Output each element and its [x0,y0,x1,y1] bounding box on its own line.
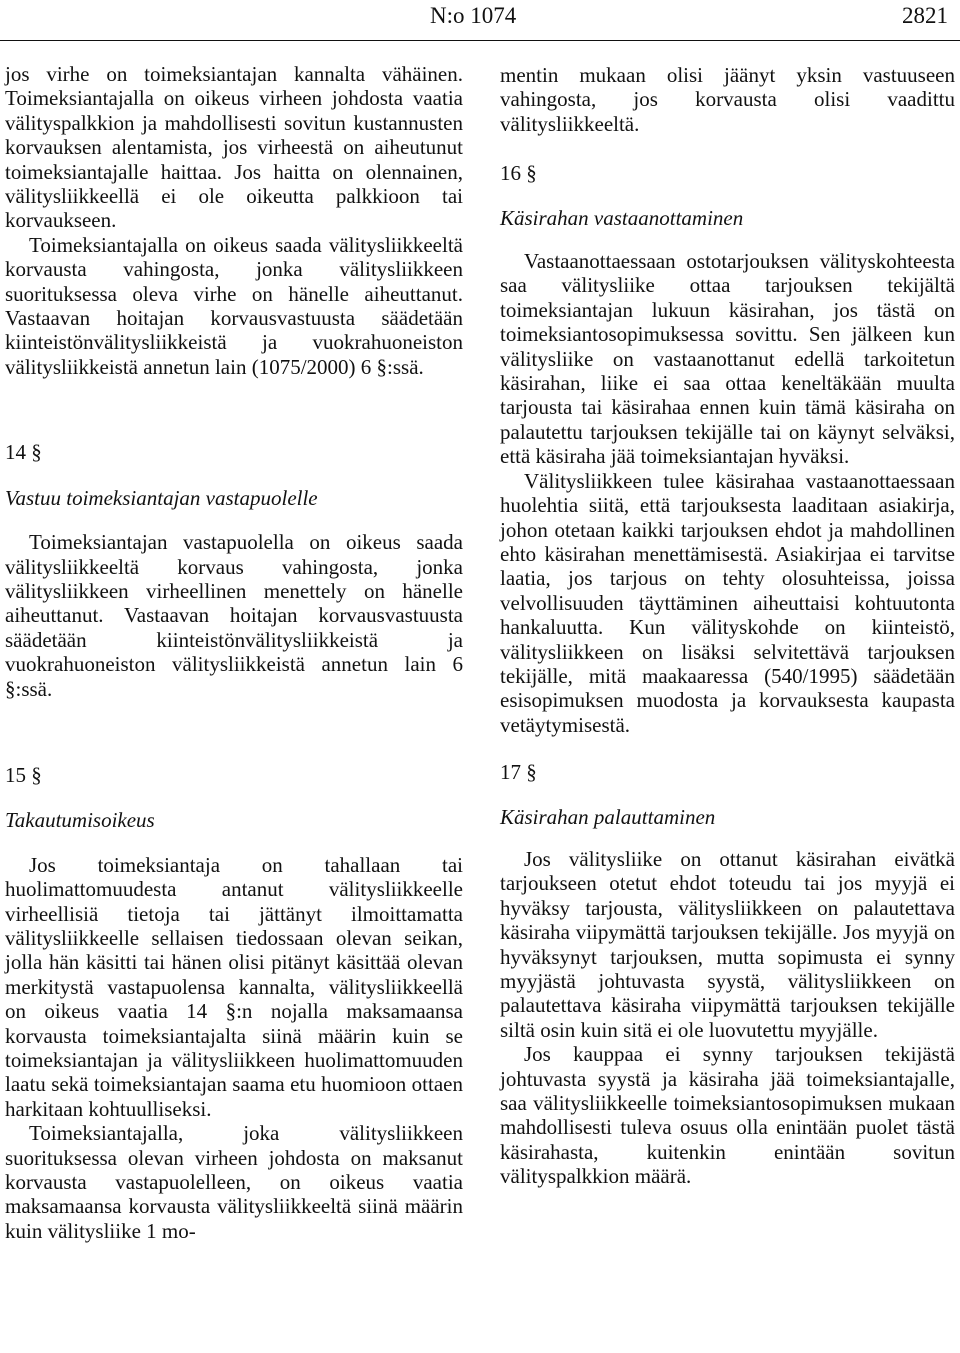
paragraph: Jos kauppaa ei synny tarjouksen tekijästä johtuvasta syystä ja käsiraha jää toimeksiantajalle, saa välitysliikkeelle toimeksiantosopimuksen mukaan mahdollisesti tuleva osuus olla enintään puolet tästä käsirahasta, kuitenkin enintään sovitun välityspalkkion määrä. [500,1042,955,1189]
left-column [5,62,463,1243]
paragraph: Toimeksiantajalla on oikeus saada välitysliikkeeltä korvausta vahingosta, jonka välitysliikkeen suorituksessa oleva virhe on hänelle aiheuttanut. Vastaavan hoitajan korvausvastuusta säädetään kiinteistönvälitysliikkeistä ja vuokrahuoneiston välitysliikkeistä annetun lain (1075/2000) 6 §:ssä. [5,232,463,379]
section-number-15: 15 § [5,762,42,787]
statute-number: N:o 1074 [430,3,517,28]
paragraph: jos virhe on toimeksiantajan kannalta vähäinen. Toimeksiantajalla on oikeus virheen johdosta vaatia välityspalkkion ja mahdollisesti sovitun kustannusten korvauksen alentamista, jos virheestä on aiheutunut toimeksiantajalle haittaa. Jos haitta on olennainen, välitysliikkeellä ei ole oikeutta palkkioon tai korvaukseen. [5,62,463,233]
section-number-17: 17 § [500,760,537,785]
section-title-17: Käsirahan palauttaminen [500,804,716,829]
page-header [0,0,960,41]
paragraph: Välitysliikkeen tulee käsirahaa vastaanottaessaan huolehtia siitä, että tarjouksesta laaditaan asiakirja, johon otetaan kaikki tarjouksen ehdot ja mahdollinen ehto käsirahan menettämisestä. Asiakirjaa ei tarvitse laatia, jos tarjous on tehty olosuhteissa, joissa velvollisuuden täyttäminen aiheuttaisi kohtuutonta hankaluutta. Kun välityskohde on kiinteistö, välitysliikkeen on lisäksi selvitettävä tarjouksen tekijälle, mitä maakaaressa (540/1995) säädetään esisopimuksen muodosta ja korvauksesta kaupasta vetäytymisestä. [500,468,955,737]
section-number-14: 14 § [5,440,42,465]
section-title-16: Käsirahan vastaanottaminen [500,205,744,230]
section-title-15: Takautumisoikeus [5,808,155,833]
page-number: 2821 [902,3,948,28]
right-column [500,63,955,1189]
paragraph: Toimeksiantajan vastapuolella on oikeus saada välitysliikkeeltä korvaus vahingosta, jonka välitysliikkeen virheellinen menettely on hänelle aiheuttanut. Vastaavan hoitajan korvausvastuusta säädetään kiinteistönvälitysliikkeistä ja vuokrahuoneiston välitysliikkeistä annetun lain 6 §:ssä. [5,530,463,701]
paragraph: Jos toimeksiantaja on tahallaan tai huolimattomuudesta antanut välitysliikkeelle virheellisiä tietoja tai jättänyt ilmoittamatta välitysliikkeelle sellaisen tiedossaan olevan seikan, jolla hän käsitti tai hänen olisi pitänyt käsittää olevan merkitystä vastapuolensa kannalta, välitysliikkeellä on oikeus vaatia 14 §:n nojalla maksamaansa korvausta toimeksiantajalta siinä määrin kuin se toimeksiantajan ja välitysliikkeen huolimattomuuden laatu sekä toimeksiantajan saama etu huomioon ottaen harkitaan kohtuulliseksi. [5,852,463,1121]
section-title-14: Vastuu toimeksiantajan vastapuolelle [5,485,318,510]
section-number-16: 16 § [500,161,537,186]
paragraph: Toimeksiantajalla, joka välitysliikkeen suorituksessa olevan virheen johdosta on maksanut korvausta vastapuolelleen, on oikeus vaatia maksamaansa korvausta välitysliikkeeltä siinä määrin kuin välitysliike 1 mo- [5,1121,463,1243]
paragraph: Jos välitysliike on ottanut käsirahan eivätkä tarjoukseen otetut ehdot toteudu tai jos myyjä ei hyväksy tarjousta, välitysliikkeen on palautettava käsiraha viipymättä tarjouksen tekijälle. Jos myyjä on hyväksynyt tarjouksen, mutta sopimusta ei synny myyjästä johtuvasta syystä, välitysliikkeen on palautettava käsiraha viipymättä tarjouksen tekijälle siltä osin kuin sitä ei ole luovutettu myyjälle. [500,846,955,1042]
paragraph: Vastaanottaessaan ostotarjouksen välityskohteesta saa välitysliike ottaa tarjouksen tekijältä toimeksiantajan lukuun käsirahan, jos tästä on toimeksiantosopimuksessa sovittu. Sen jälkeen kun välitysliike on vastaanottanut edellä tarkoitetun käsirahan, liike ei saa ottaa keneltäkään muulta tarjousta tai käsirahaa ennen kuin tämä käsiraha on palautettu tarjouksen tekijälle tai on käynyt selväksi, että käsiraha jää toimeksiantajan hyväksi. [500,249,955,469]
paragraph: mentin mukaan olisi jäänyt yksin vastuuseen vahingosta, jos korvausta olisi vaadittu välitysliikkeeltä. [500,63,955,136]
